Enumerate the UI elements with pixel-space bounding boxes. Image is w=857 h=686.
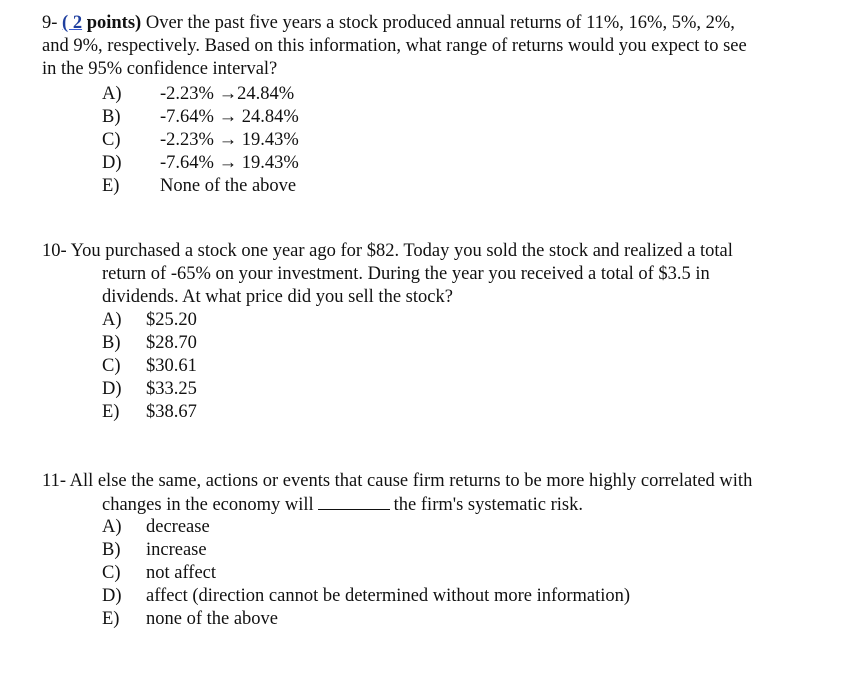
question-9-points-label: points) bbox=[82, 13, 142, 33]
option-letter: C) bbox=[102, 356, 121, 376]
option-text: decrease bbox=[146, 517, 210, 537]
option-text: -2.23% →24.84% bbox=[160, 84, 295, 104]
option-text: none of the above bbox=[146, 609, 279, 629]
option-text: $38.67 bbox=[146, 402, 197, 422]
question-9-line-1 bbox=[42, 12, 735, 35]
option-text: increase bbox=[146, 540, 207, 560]
option-letter: C) bbox=[102, 563, 121, 583]
option-text: affect (direction cannot be determined without more information) bbox=[146, 586, 631, 606]
option-text: None of the above bbox=[160, 176, 297, 196]
option-text: -7.64% → 19.43% bbox=[160, 153, 299, 173]
question-9-number: 9- bbox=[42, 13, 63, 33]
option-text: not affect bbox=[146, 563, 217, 583]
question-9-points-link[interactable]: ( 2 bbox=[62, 13, 83, 33]
question-11-text-after-blank: the firm's systematic risk. bbox=[393, 495, 583, 515]
option-text: $33.25 bbox=[146, 379, 197, 399]
option-letter: A) bbox=[102, 517, 122, 537]
question-9-line-3: in the 95% confidence interval? bbox=[42, 59, 278, 79]
option-letter: C) bbox=[102, 130, 121, 150]
option-text: -7.64% → 24.84% bbox=[160, 107, 299, 127]
question-11-line-1: 11- All else the same, actions or events that cause firm returns to be more highly correlated with bbox=[42, 471, 753, 491]
option-letter: D) bbox=[102, 153, 122, 173]
option-text: $28.70 bbox=[146, 333, 197, 353]
question-10-line-3: dividends. At what price did you sell the stock? bbox=[102, 287, 453, 307]
question-11-text-before-blank: changes in the economy will bbox=[102, 495, 314, 515]
option-letter: E) bbox=[102, 609, 120, 629]
option-letter: A) bbox=[102, 310, 122, 330]
option-text: $25.20 bbox=[146, 310, 197, 330]
question-11-line-2 bbox=[102, 493, 583, 516]
option-letter: E) bbox=[102, 176, 120, 196]
question-9-text-1: Over the past five years a stock produced annual returns of 11%, 16%, 5%, 2%, bbox=[141, 13, 735, 33]
option-letter: D) bbox=[102, 379, 122, 399]
option-text: $30.61 bbox=[146, 356, 197, 376]
option-letter: D) bbox=[102, 586, 122, 606]
option-letter: B) bbox=[102, 540, 121, 560]
question-10-line-2: return of -65% on your investment. During the year you received a total of $3.5 in bbox=[102, 264, 710, 284]
question-10-line-1: 10- You purchased a stock one year ago for $82. Today you sold the stock and realized a total bbox=[42, 241, 733, 261]
question-9-line-2: and 9%, respectively. Based on this information, what range of returns would you expect to see bbox=[42, 36, 747, 56]
option-letter: B) bbox=[102, 107, 121, 127]
answer-blank bbox=[318, 493, 390, 510]
option-letter: A) bbox=[102, 84, 122, 104]
option-text: -2.23% → 19.43% bbox=[160, 130, 299, 150]
option-letter: E) bbox=[102, 402, 120, 422]
option-letter: B) bbox=[102, 333, 121, 353]
